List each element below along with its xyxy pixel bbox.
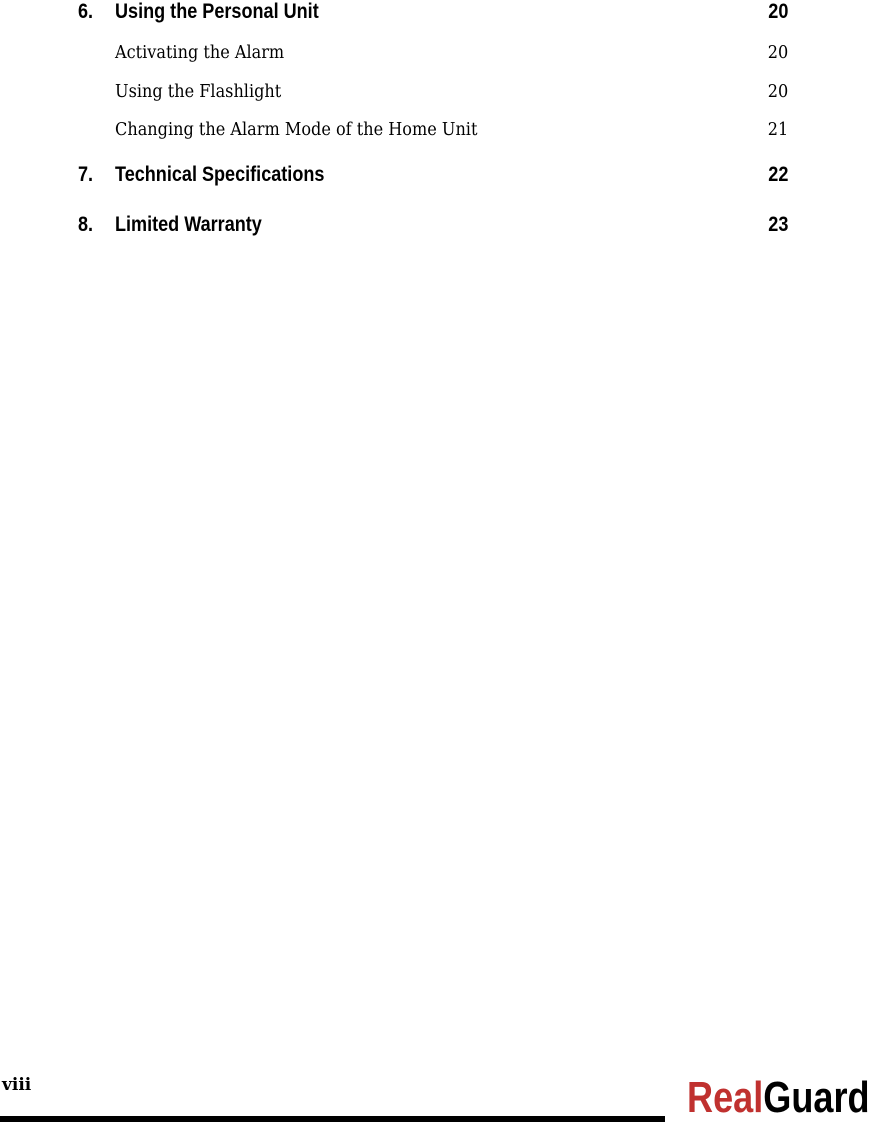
toc-section-changing-alarm-mode[interactable] [0, 120, 870, 150]
toc-section-activating-alarm[interactable] [0, 43, 870, 73]
toc-section-title: Activating the Alarm [115, 43, 285, 63]
toc-page-number: 21 [767, 120, 788, 140]
toc-chapter-title: Limited Warranty [115, 213, 262, 236]
footer-page-number: viii [2, 1075, 32, 1095]
toc-section-title: Changing the Alarm Mode of the Home Unit [115, 120, 478, 140]
toc-chapter-number: 8. [78, 213, 94, 236]
toc-chapter-6[interactable] [0, 0, 870, 30]
toc-page-number: 20 [767, 43, 788, 63]
toc-page-number: 20 [767, 0, 788, 23]
toc-page-number: 20 [767, 82, 788, 102]
toc-chapter-title: Technical Specifications [115, 163, 325, 186]
toc-chapter-8[interactable] [0, 213, 870, 243]
logo-text-guard: Guard [763, 1073, 870, 1122]
footer-divider [0, 1116, 665, 1122]
toc-section-title: Using the Flashlight [115, 82, 282, 102]
toc-page-number: 23 [767, 213, 788, 236]
toc-page-number: 22 [767, 163, 788, 186]
logo-text-real: Real [687, 1073, 764, 1122]
realguard-logo [688, 1074, 870, 1122]
toc-chapter-7[interactable] [0, 163, 870, 193]
toc-chapter-title: Using the Personal Unit [115, 0, 319, 23]
toc-section-using-flashlight[interactable] [0, 82, 870, 112]
toc-chapter-number: 6. [78, 0, 94, 23]
toc-chapter-number: 7. [78, 163, 94, 186]
